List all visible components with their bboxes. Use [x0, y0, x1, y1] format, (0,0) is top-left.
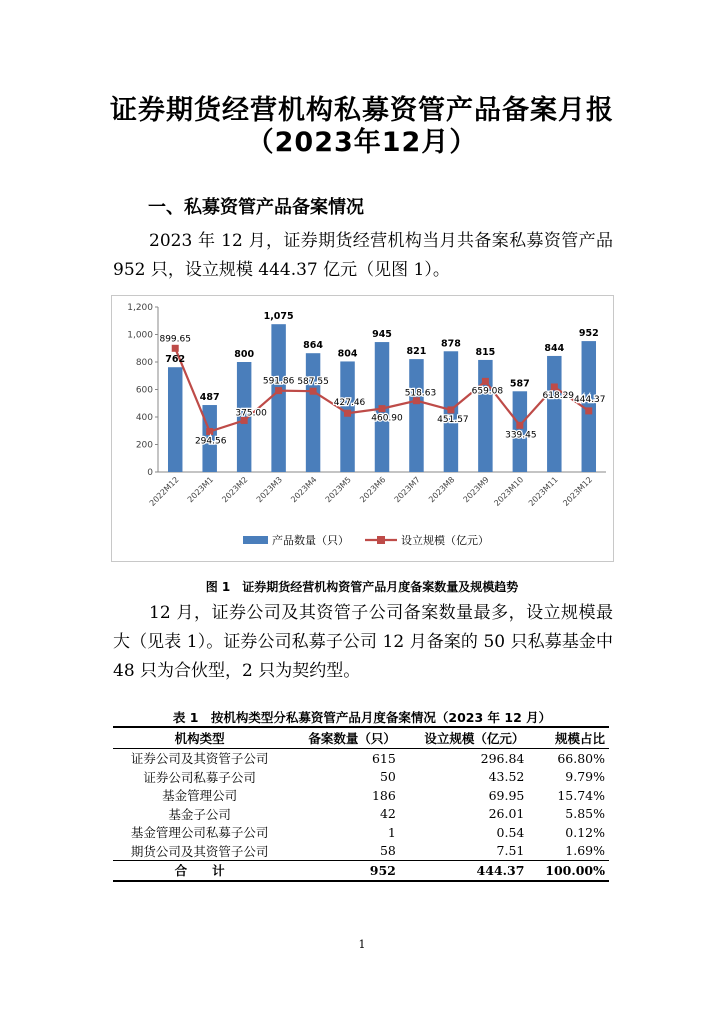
y-tick-label: 1,200 [127, 303, 153, 313]
cell-count: 615 [371, 750, 396, 766]
legend-bar-label: 产品数量（只） [272, 534, 349, 547]
bar-product-count [547, 356, 561, 472]
line-data-label: 444.37 [574, 394, 606, 405]
bar-data-label: 878 [441, 338, 461, 350]
x-tick-label: 2023M7 [392, 475, 422, 505]
cell-scale: 444.37 [400, 861, 529, 881]
bar-data-label: 804 [337, 348, 358, 360]
bar-data-label: 821 [406, 346, 427, 358]
bar-product-count [478, 360, 492, 472]
cell-type: 证券公司及其资管子公司 [130, 751, 269, 767]
line-scale-marker [379, 405, 386, 412]
table-header-row [113, 727, 609, 749]
bar-data-label: 945 [372, 329, 392, 341]
y-tick-label: 800 [135, 358, 153, 368]
y-tick-label: 400 [135, 413, 153, 423]
table-row [113, 768, 609, 787]
cell-count: 186 [371, 787, 396, 803]
cell-scale: 69.95 [488, 787, 525, 803]
x-tick-label: 2023M11 [526, 475, 560, 508]
bar-product-count [271, 324, 285, 472]
cell-type: 合 计 [113, 861, 286, 881]
table-row [113, 786, 609, 805]
cell-scale: 43.52 [488, 769, 525, 785]
cell-count: 50 [379, 769, 396, 785]
chart-container [111, 295, 614, 562]
bar-data-label: 800 [234, 349, 255, 360]
bar-data-label: 762 [165, 354, 186, 366]
cell-type: 基金管理公司私募子公司 [130, 825, 269, 841]
x-tick-label: 2023M4 [289, 475, 319, 505]
cell-share: 15.74% [557, 787, 605, 803]
cell-count: 952 [286, 861, 400, 881]
col-header-count: 备案数量（只） [286, 727, 400, 749]
cell-type: 基金子公司 [168, 806, 231, 822]
figure-caption: 图 1 证券期货经营机构资管产品月度备案数量及规模趋势 [205, 580, 519, 594]
y-tick-label: 1,000 [127, 330, 153, 341]
table-row [113, 749, 609, 768]
x-tick-label: 2023M3 [254, 475, 285, 505]
line-scale-marker [482, 378, 489, 385]
cell-count: 58 [379, 843, 396, 859]
paragraph-summary-text: 2023 年 12 月，证券期货经营机构当月共备案私募资管产品 952 只，设立规模 444.37 亿元（见图 1）。 [113, 231, 613, 280]
paragraph-summary [113, 227, 613, 285]
line-scale-marker [206, 428, 213, 435]
line-scale-marker [275, 387, 282, 394]
x-tick-label: 2023M6 [358, 475, 388, 505]
line-data-label: 591.86 [262, 376, 295, 387]
line-scale-marker [310, 388, 317, 395]
line-data-label: 339.45 [505, 430, 537, 441]
x-tick-label: 2023M12 [561, 475, 595, 508]
cell-count: 1 [387, 824, 396, 840]
legend-bar-swatch [243, 536, 268, 544]
legend-line-label: 设立规模（亿元） [401, 534, 489, 547]
x-tick-label: 2023M2 [220, 475, 250, 505]
x-tick-label: 2022M12 [147, 475, 181, 508]
cell-count: 42 [379, 806, 396, 822]
col-header-scale: 设立规模（亿元） [400, 727, 529, 749]
cell-share: 0.12% [565, 824, 605, 840]
cell-share: 9.79% [565, 769, 605, 785]
section-heading: 一、私募资管产品备案情况 [148, 197, 364, 218]
cell-type: 基金管理公司 [162, 788, 238, 804]
line-data-label: 899.65 [159, 334, 191, 345]
cell-scale: 7.51 [496, 843, 525, 859]
cell-share: 1.69% [565, 843, 605, 859]
x-tick-label: 2023M10 [492, 475, 526, 508]
x-tick-label: 2023M1 [185, 475, 216, 505]
paragraph-detail [113, 599, 613, 686]
x-tick-label: 2023M5 [323, 475, 353, 505]
table-caption: 表 1 按机构类型分私募资管产品月度备案情况（2023 年 12 月） [172, 710, 552, 725]
line-scale-marker [344, 410, 351, 417]
col-header-share: 规模占比 [528, 727, 609, 749]
table-row [113, 823, 609, 842]
bar-product-count [306, 353, 320, 472]
line-scale-marker [447, 406, 454, 413]
x-tick-label: 2023M9 [461, 475, 491, 505]
line-data-label: 451.57 [437, 414, 469, 425]
line-scale-marker [551, 383, 558, 390]
line-data-label: 427.46 [333, 398, 366, 409]
line-data-label: 518.63 [404, 388, 437, 399]
y-tick-label: 0 [147, 468, 153, 478]
bar-product-count [168, 367, 182, 472]
table-row [113, 842, 609, 861]
cell-type: 证券公司私募子公司 [143, 769, 256, 785]
line-scale-marker [172, 345, 179, 352]
bar-data-label: 587 [509, 378, 530, 390]
bar-data-label: 844 [544, 342, 565, 354]
bar-product-count [409, 359, 423, 472]
line-data-label: 294.56 [194, 436, 227, 447]
filing-table [113, 726, 609, 882]
cell-share: 5.85% [565, 806, 605, 822]
trend-chart [112, 296, 613, 561]
report-title: 证券期货经营机构私募资管产品备案月报 [110, 95, 614, 126]
bar-data-label: 1,075 [263, 311, 294, 323]
bar-data-label: 487 [199, 392, 220, 404]
bar-product-count [340, 361, 354, 472]
line-data-label: 659.08 [471, 386, 504, 397]
table-row [113, 805, 609, 824]
table-total-row [113, 861, 609, 881]
cell-type: 期货公司及其资管子公司 [130, 843, 269, 859]
line-data-label: 460.90 [371, 413, 403, 424]
cell-share: 66.80% [557, 750, 605, 766]
col-header-type: 机构类型 [113, 727, 286, 749]
bar-data-label: 952 [578, 328, 599, 340]
bar-data-label: 864 [303, 340, 323, 352]
report-period: （2023年12月） [246, 127, 478, 158]
line-data-label: 375.00 [235, 408, 267, 419]
y-tick-label: 600 [135, 385, 153, 396]
cell-share: 100.00% [528, 861, 609, 881]
y-tick-label: 200 [135, 440, 153, 451]
x-tick-label: 2023M8 [427, 475, 457, 505]
cell-scale: 0.54 [496, 824, 525, 840]
legend-line-marker [377, 536, 385, 544]
page-number: 1 [358, 938, 366, 951]
cell-scale: 26.01 [488, 806, 525, 822]
paragraph-detail-text: 12 月，证券公司及其资管子公司备案数量最多，设立规模最大（见表 1）。证券公司私募子公司 12 月备案的 50 只私募基金中 48 只为合伙型，2 只为契约型。 [113, 603, 613, 681]
line-scale-marker [516, 422, 523, 429]
bar-data-label: 815 [475, 346, 496, 358]
line-scale-marker [585, 407, 592, 414]
line-data-label: 618.29 [542, 390, 575, 401]
cell-scale: 296.84 [480, 750, 525, 766]
line-data-label: 587.55 [297, 377, 329, 388]
